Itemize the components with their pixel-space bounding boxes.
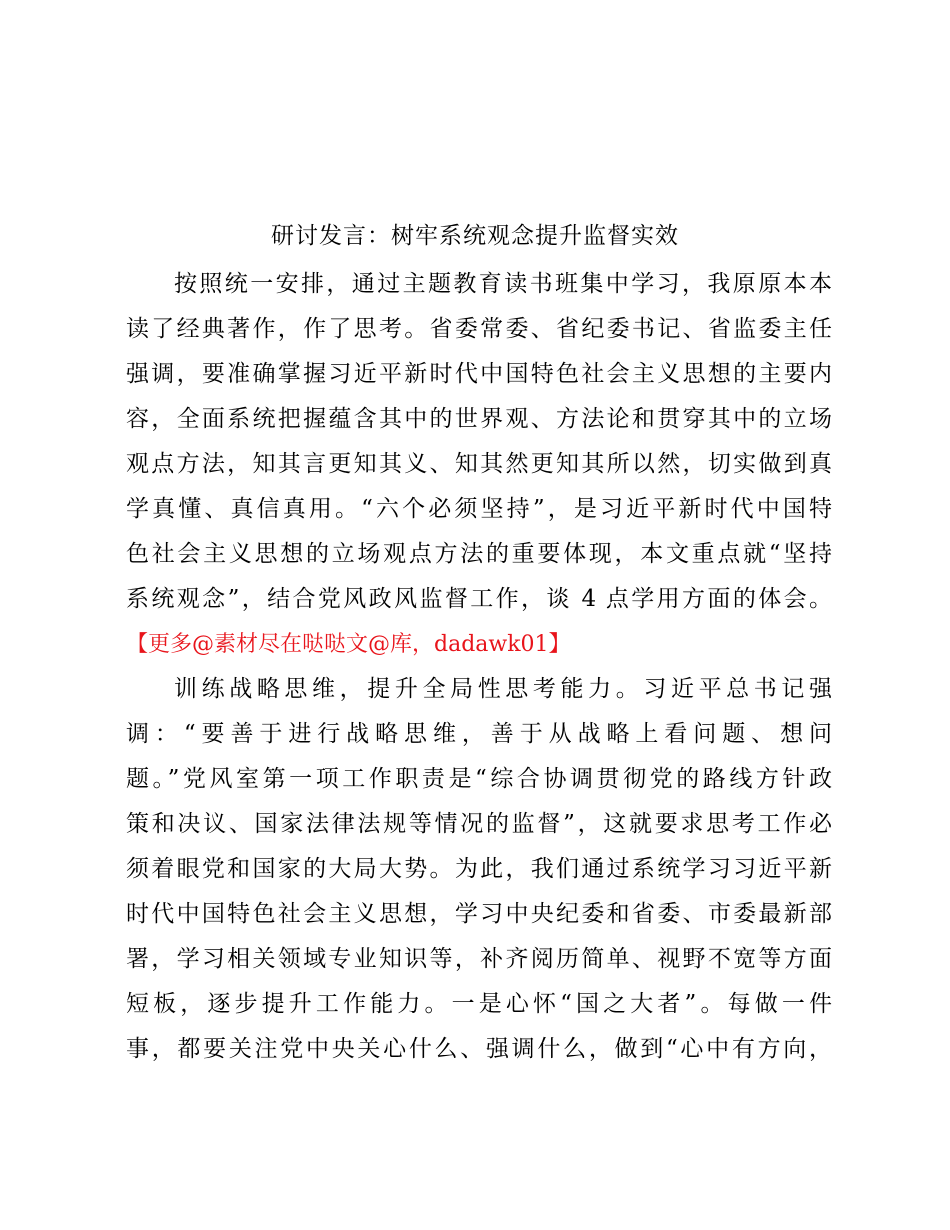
paragraph-2-line: 训练战略思维，提升全局性思考能力。习近平总书记强	[174, 676, 832, 702]
paragraph-1-line: 容，全面系统把握蕴含其中的世界观、方法论和贯穿其中的立场	[126, 406, 832, 432]
paragraph-1-line: 系统观念”，结合党风政风监督工作，谈 4 点学用方面的体会。	[126, 586, 832, 612]
paragraph-1-line: 色社会主义思想的立场观点方法的重要体现，本文重点就“坚持	[126, 541, 832, 567]
paragraph-2-line: 须着眼党和国家的大局大势。为此，我们通过系统学习习近平新	[126, 856, 832, 882]
paragraph-2-line: 事，都要关注党中央关心什么、强调什么，做到“心中有方向，	[126, 1036, 832, 1062]
paragraph-1-line: 读了经典著作，作了思考。省委常委、省纪委书记、省监委主任	[126, 316, 832, 342]
paragraph-2-line: 调：“要善于进行战略思维，善于从战略上看问题、想问	[126, 721, 832, 747]
paragraph-2	[126, 667, 832, 1072]
paragraph-2-line: 时代中国特色社会主义思想，学习中央纪委和省委、市委最新部	[126, 901, 832, 927]
paragraph-1	[126, 262, 832, 622]
paragraph-2-line: 署，学习相关领域专业知识等，补齐阅历简单、视野不宽等方面	[126, 946, 832, 972]
source-note: 【更多@素材尽在哒哒文@库，dadawk01】	[126, 632, 571, 657]
paragraph-1-line: 强调，要准确掌握习近平新时代中国特色社会主义思想的主要内	[126, 361, 832, 387]
paragraph-2-line: 题。”党风室第一项工作职责是“综合协调贯彻党的路线方针政	[126, 766, 832, 792]
paragraph-1-line: 观点方法，知其言更知其义、知其然更知其所以然，切实做到真	[126, 451, 832, 477]
paragraph-2-line: 策和决议、国家法律法规等情况的监督”，这就要求思考工作必	[126, 811, 832, 837]
paragraph-1-line: 按照统一安排，通过主题教育读书班集中学习，我原原本本	[174, 271, 832, 297]
document-title: 研讨发言：树牢系统观念提升监督实效	[271, 223, 679, 249]
document-body	[126, 262, 832, 1072]
paragraph-1-line: 学真懂、真信真用。“六个必须坚持”，是习近平新时代中国特	[126, 496, 832, 522]
paragraph-2-line: 短板，逐步提升工作能力。一是心怀“国之大者”。每做一件	[126, 991, 832, 1017]
